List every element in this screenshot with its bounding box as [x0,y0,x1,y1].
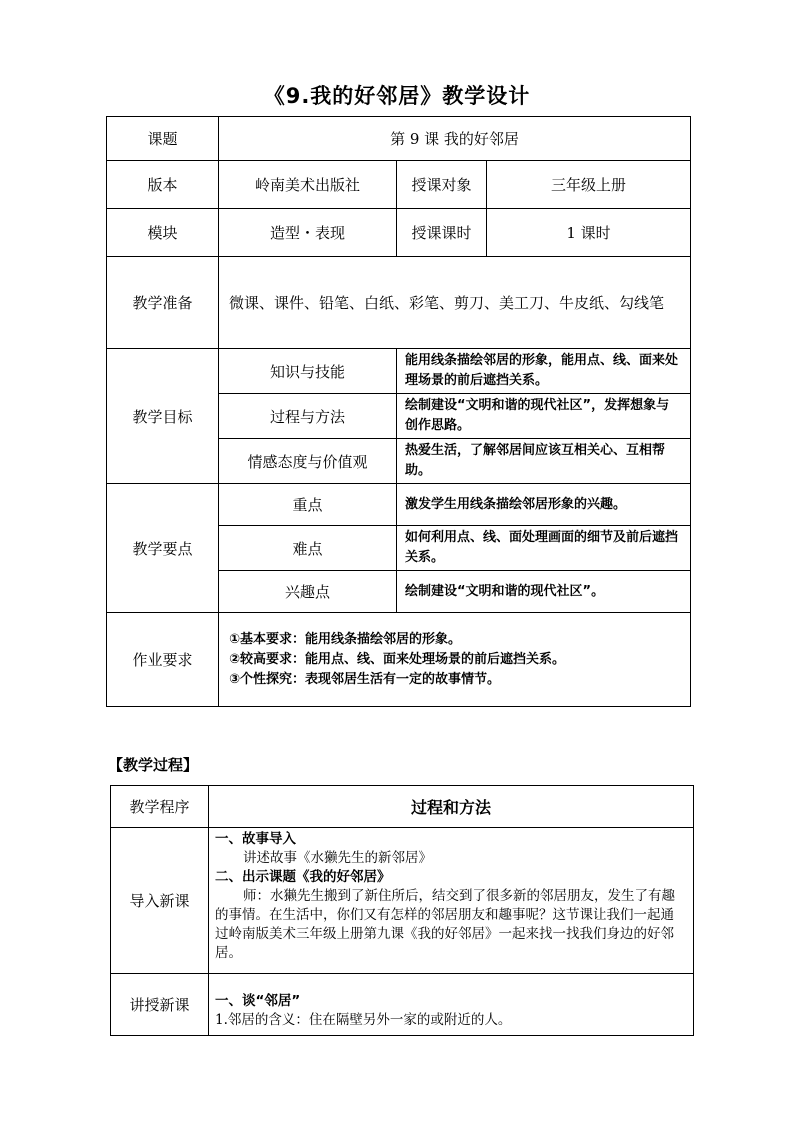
homework-label: 作业要求 [107,613,219,707]
prep-value: 微课、课件、铅笔、白纸、彩笔、剪刀、美工刀、牛皮纸、勾线笔 [219,257,691,349]
goal-text: 热爱生活，了解邻居间应该互相关心、互相帮助。 [397,439,691,484]
process-col-method: 过程和方法 [209,786,694,828]
process-col-procedure: 教学程序 [111,786,209,828]
edition-label: 版本 [107,161,219,209]
keypoint-name: 重点 [219,484,397,526]
module-value: 造型・表现 [219,209,397,257]
document-title: 《9.我的好邻居》教学设计 [263,84,531,108]
lesson-info-table [106,116,691,707]
homework-item: ③个性探究：表现邻居生活有一定的故事情节。 [229,671,501,687]
audience-label: 授课对象 [397,161,487,209]
intro-text-1: 讲述故事《水獭先生的新邻居》 [243,850,432,866]
intro-text-2: 师：水獭先生搬到了新住所后，结交到了很多新的邻居朋友，发生了有趣的事情。在生活中，你们又有怎样的邻居朋友和趣事呢？这节课让我们一起通过岭南版美术三年级上册第九课《我的好邻居》一起来找一找我们身边的好邻居。 [215,888,675,961]
intro-heading-1: 一、故事导入 [215,831,296,847]
keypoint-text: 激发学生用线条描绘邻居形象的兴趣。 [397,484,691,526]
goal-text: 绘制建设“文明和谐的现代社区”，发挥想象与创作思路。 [397,394,691,439]
intro-content [209,828,694,974]
intro-label: 导入新课 [111,828,209,974]
process-section-heading: 【教学过程】 [108,756,199,774]
homework-item: ②较高要求：能用点、线、面来处理场景的前后遮挡关系。 [229,651,566,667]
teach-text-1: 1.邻居的含义：住在隔壁另外一家的或附近的人。 [215,1012,512,1028]
process-table [110,785,694,1036]
intro-heading-2: 二、出示课题《我的好邻居》 [215,869,391,885]
keypoint-text: 如何利用点、线、面处理画面的细节及前后遮挡关系。 [397,526,691,571]
goal-text: 能用线条描绘邻居的形象，能用点、线、面来处理场景的前后遮挡关系。 [397,349,691,394]
homework-item: ①基本要求：能用线条描绘邻居的形象。 [229,631,462,647]
teach-heading-1: 一、谈“邻居” [215,993,301,1009]
module-label: 模块 [107,209,219,257]
goal-name: 过程与方法 [219,394,397,439]
edition-value: 岭南美术出版社 [219,161,397,209]
keypoints-label: 教学要点 [107,484,219,613]
keypoint-text: 绘制建设“文明和谐的现代社区”。 [397,571,691,613]
prep-label: 教学准备 [107,257,219,349]
goal-name: 知识与技能 [219,349,397,394]
goals-label: 教学目标 [107,349,219,484]
topic-label: 课题 [107,117,219,161]
homework-items [219,613,691,707]
hours-value: 1 课时 [487,209,691,257]
topic-value: 第 9 课 我的好邻居 [219,117,691,161]
keypoint-name: 难点 [219,526,397,571]
audience-value: 三年级上册 [487,161,691,209]
hours-label: 授课课时 [397,209,487,257]
teach-content [209,974,694,1036]
goal-name: 情感态度与价值观 [219,439,397,484]
teach-label: 讲授新课 [111,974,209,1036]
keypoint-name: 兴趣点 [219,571,397,613]
